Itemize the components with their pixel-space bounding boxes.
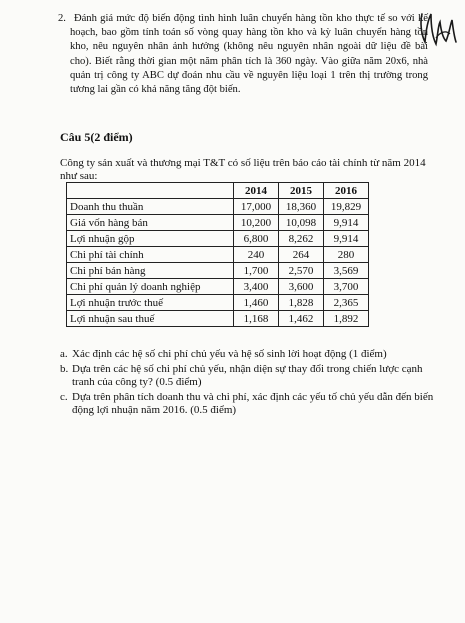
cell-value: 9,914 (324, 231, 369, 247)
cell-value: 280 (324, 247, 369, 263)
cell-value: 18,360 (279, 199, 324, 215)
table-header-row (67, 183, 369, 199)
cell-value: 19,829 (324, 199, 369, 215)
row-label: Chi phí tài chính (67, 247, 234, 263)
table-row (67, 215, 369, 231)
cell-value: 1,828 (279, 295, 324, 311)
sub-question-mark: a. (60, 348, 68, 360)
table-header-empty (67, 183, 234, 199)
sub-question-mark: b. (60, 363, 69, 375)
row-label: Chi phí bán hàng (67, 263, 234, 279)
table-row (67, 263, 369, 279)
cell-value: 10,098 (279, 215, 324, 231)
cell-value: 1,168 (234, 311, 279, 327)
sub-question-mark: c. (60, 391, 68, 403)
row-label: Chi phí quản lý doanh nghiệp (67, 279, 234, 295)
row-label: Giá vốn hàng bán (67, 215, 234, 231)
sub-question-text: Dựa trên phân tích doanh thu và chi phí, xác định các yếu tố chủ yếu dẫn đến biến động lợi nhuận năm 2016. (0.5 điểm) (72, 391, 434, 416)
sub-question (60, 363, 440, 389)
cell-value: 1,892 (324, 311, 369, 327)
row-label: Lợi nhuận trước thuế (67, 295, 234, 311)
financial-table (66, 182, 369, 327)
cell-value: 1,460 (234, 295, 279, 311)
cell-value: 10,200 (234, 215, 279, 231)
cell-value: 2,570 (279, 263, 324, 279)
paragraph-part-2 (58, 12, 428, 97)
cell-value: 9,914 (324, 215, 369, 231)
cell-value: 3,700 (324, 279, 369, 295)
sub-question-text: Xác định các hệ số chi phí chủ yếu và hệ số sinh lời hoạt động (1 điểm) (72, 348, 387, 360)
cell-value: 2,365 (324, 295, 369, 311)
cell-value: 3,569 (324, 263, 369, 279)
cell-value: 8,262 (279, 231, 324, 247)
cell-value: 6,800 (234, 231, 279, 247)
table-row (67, 199, 369, 215)
row-label: Lợi nhuận gộp (67, 231, 234, 247)
year-header: 2015 (279, 183, 324, 199)
row-label: Doanh thu thuần (67, 199, 234, 215)
signature-icon (416, 8, 460, 50)
table-row (67, 279, 369, 295)
cell-value: 3,600 (279, 279, 324, 295)
table-row (67, 231, 369, 247)
cell-value: 3,400 (234, 279, 279, 295)
sub-question (60, 391, 440, 417)
cell-value: 240 (234, 247, 279, 263)
sub-question-text: Dựa trên các hệ số chi phí chủ yếu, nhận diện sự thay đổi trong chiến lược cạnh tranh của công ty? (0.5 điểm) (72, 363, 423, 388)
question-title: Câu 5(2 điểm) (60, 130, 133, 144)
cell-value: 264 (279, 247, 324, 263)
question-intro: Công ty sản xuất và thương mại T&T có số liệu trên báo cáo tài chính từ năm 2014 như sau: (60, 157, 426, 182)
sub-question (60, 348, 440, 361)
table-row (67, 311, 369, 327)
cell-value: 1,462 (279, 311, 324, 327)
paragraph-number: 2. (58, 13, 66, 24)
table-row (67, 247, 369, 263)
row-label: Lợi nhuận sau thuế (67, 311, 234, 327)
paragraph-text: Đánh giá mức độ biến động tình hình luân chuyển hàng tồn kho thực tế so với kế hoạch, bao gồm tính toán số vòng quay hàng tồn kho và kỳ luân chuyển hàng tồn kho, nêu nguyên nhân ảnh hưởng (không nêu nguyên nhân ngoài dữ liệu đề bài cho). Biết rằng thời gian một năm phân tích là 360 ngày. Vào giữa năm 20x6, nhà quản trị công ty ABC dự đoán nhu cầu về nguyên liệu loại 1 trên thị trường trong tương lai gần có khả năng tăng đột biến. (70, 13, 428, 96)
sub-question-list (60, 348, 440, 419)
year-header: 2014 (234, 183, 279, 199)
table-row (67, 295, 369, 311)
cell-value: 17,000 (234, 199, 279, 215)
year-header: 2016 (324, 183, 369, 199)
cell-value: 1,700 (234, 263, 279, 279)
